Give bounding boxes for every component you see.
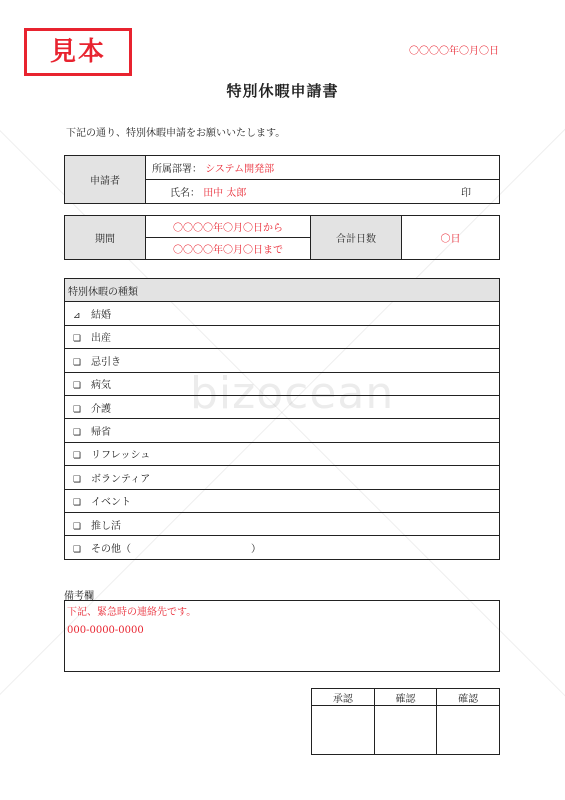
intro-text: 下記の通り、特別休暇申請をお願いいたします。 xyxy=(66,128,286,139)
seal-mark: 印 xyxy=(461,188,471,199)
application-date: 〇〇〇〇年〇月〇日 xyxy=(409,46,499,57)
leave-type-label: その他（ ） xyxy=(91,543,261,555)
leave-type-row[interactable] xyxy=(65,466,500,489)
period-to: 〇〇〇〇年〇月〇日まで xyxy=(146,238,311,260)
leave-type-row[interactable] xyxy=(65,419,500,442)
checkbox-icon[interactable]: ❏ xyxy=(73,498,82,509)
remarks-line-1: 下記、緊急時の連絡先です。 xyxy=(67,607,197,618)
leave-type-label: 帰省 xyxy=(91,427,111,439)
checkbox-icon[interactable]: ❏ xyxy=(73,474,82,485)
leave-types-header: 特別休暇の種類 xyxy=(65,279,500,302)
checkbox-icon[interactable]: ❏ xyxy=(73,404,82,415)
checkbox-icon[interactable]: ❏ xyxy=(73,521,82,532)
name-cell xyxy=(146,180,500,204)
leave-type-row[interactable] xyxy=(65,395,500,418)
document-title: 特別休暇申請書 xyxy=(226,82,339,100)
name-value: 田中 太郎 xyxy=(203,188,247,199)
confirm-seal-box[interactable] xyxy=(437,706,500,755)
approval-seal-box[interactable] xyxy=(312,706,375,755)
leave-type-row[interactable] xyxy=(65,372,500,395)
leave-type-label: 結婚 xyxy=(91,310,111,322)
confirm-header: 確認 xyxy=(374,689,437,706)
checkbox-icon[interactable]: ❏ xyxy=(73,334,82,345)
checkbox-icon[interactable]: ❏ xyxy=(73,428,82,439)
approval-header: 承認 xyxy=(312,689,375,706)
leave-type-label: リフレッシュ xyxy=(91,450,151,462)
department-cell xyxy=(146,156,500,180)
remarks-box[interactable] xyxy=(64,600,500,672)
checkbox-icon[interactable]: ❏ xyxy=(73,544,82,555)
name-label: 氏名： xyxy=(170,188,200,199)
leave-types-table xyxy=(64,278,500,560)
watermark: bizocean xyxy=(190,368,395,419)
total-days-label: 合計日数 xyxy=(311,216,402,260)
leave-type-row[interactable] xyxy=(65,302,500,325)
remarks-label: 備考欄 xyxy=(64,591,94,602)
department-value: システム開発部 xyxy=(205,164,275,175)
checkmark-icon[interactable]: ⊿ xyxy=(73,311,81,322)
checkbox-icon[interactable]: ❏ xyxy=(73,381,82,392)
leave-type-label: ボランティア xyxy=(91,473,151,485)
leave-type-label: 病気 xyxy=(91,380,111,392)
leave-type-row[interactable] xyxy=(65,349,500,372)
applicant-table xyxy=(64,155,500,204)
leave-type-label: 推し活 xyxy=(91,520,121,532)
period-table xyxy=(64,215,500,260)
approval-table xyxy=(311,688,500,755)
department-label: 所属部署： xyxy=(152,164,202,175)
leave-type-label: イベント xyxy=(91,497,131,509)
leave-type-label: 介護 xyxy=(91,403,111,415)
leave-type-row[interactable] xyxy=(65,512,500,535)
applicant-label: 申請者 xyxy=(65,156,146,204)
confirm-seal-box[interactable] xyxy=(374,706,437,755)
leave-type-row[interactable] xyxy=(65,325,500,348)
period-label: 期間 xyxy=(65,216,146,260)
checkbox-icon[interactable]: ❏ xyxy=(73,451,82,462)
period-from: 〇〇〇〇年〇月〇日から xyxy=(146,216,311,238)
confirm-header: 確認 xyxy=(437,689,500,706)
leave-type-row[interactable] xyxy=(65,536,500,559)
remarks-line-2: 000-0000-0000 xyxy=(67,625,144,636)
leave-type-row[interactable] xyxy=(65,442,500,465)
sample-stamp: 見本 xyxy=(24,28,132,76)
leave-type-row[interactable] xyxy=(65,489,500,512)
leave-type-label: 出産 xyxy=(91,333,111,345)
total-days-value: 〇日 xyxy=(402,216,500,260)
leave-type-label: 忌引き xyxy=(91,356,121,368)
checkbox-icon[interactable]: ❏ xyxy=(73,357,82,368)
